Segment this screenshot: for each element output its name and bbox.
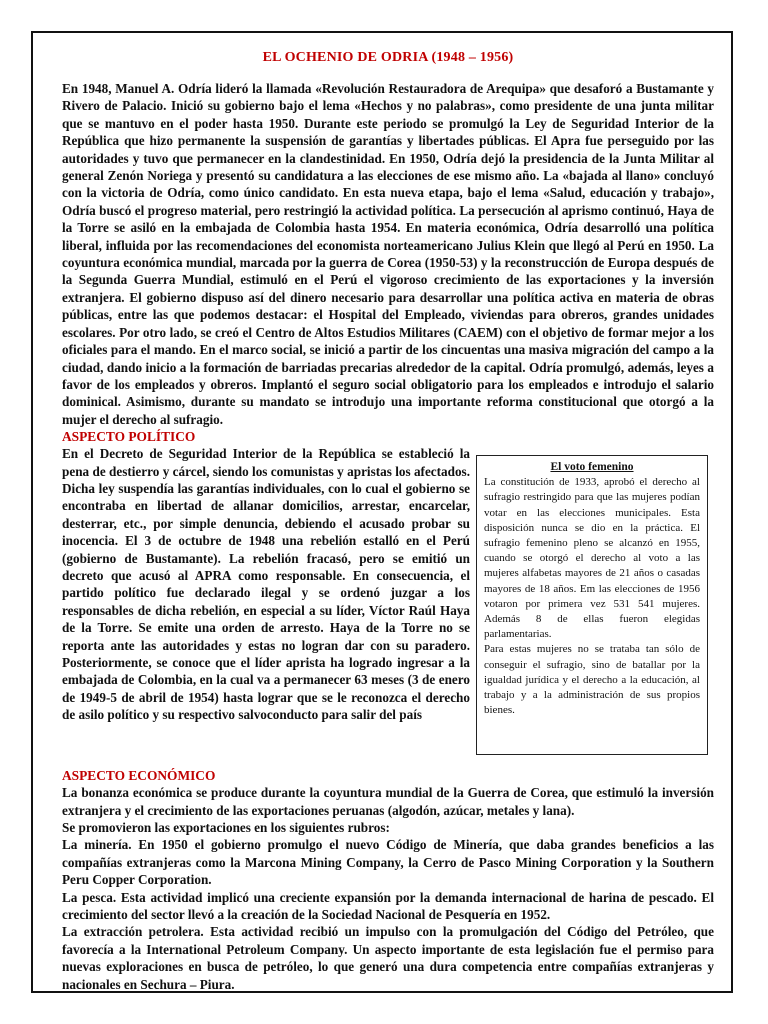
economic-section xyxy=(62,784,714,993)
political-column xyxy=(62,445,470,724)
economic-paragraph: La bonanza económica se produce durante la coyuntura mundial de la Guerra de Corea, que estimuló la inversión extranjera y el crecimiento de las exportaciones peruanas (algodón, azúcar, metales y lana). xyxy=(62,785,714,818)
economic-paragraph: La minería. En 1950 el gobierno promulgo el nuevo Código de Minería, que daba grandes beneficios a las compañías extranjeras como la Marcona Mining Company, la Cerro de Pasco Mining Corporation y la Southern Peru Copper Corporation. xyxy=(62,837,714,888)
intro-paragraph: En 1948, Manuel A. Odría lideró la llamada «Revolución Restauradora de Arequipa» que desaforó a Bustamante y Rivero de Palacio. Inició su gobierno bajo el lema «Hechos y no palabras», como presidente de una junta militar que se mantuvo en el poder hasta 1950. Durante este periodo se promulgó la Ley de Seguridad Interior de la República que hizo permanente la suspensión de garantías y libertades públicas. El Apra fue perseguido por las autoridades y tuvo que permanecer en la clandestinidad. En 1950, Odría dejó la presidencia de la Junta Militar al general Zenón Noriega y presentó su candidatura a las elecciones de ese mismo año. La «bajada al llano» concluyó con la victoria de Odría, como único candidato. En esta nueva etapa, bajo el lema «Salud, educación y trabajo», Odría buscó el progreso material, pero restringió la actividad política. La persecución al aprismo continuó, Haya de la Torre se asiló en la embajada de Colombia hasta 1954. En materia económica, Odría desarrolló una política liberal, influida por las recomendaciones del economista norteamericano Julius Klein que llegó al Perú en 1950. La coyuntura económica mundial, marcada por la guerra de Corea (1950-53) y la reconstrucción de Europa después de la Segunda Guerra Mundial, estimuló en el Perú el vigoroso crecimiento de las exportaciones y la inversión extranjera. El gobierno dispuso así del dinero necesario para desarrollar una política activa en materia de obras públicas, entre las que podemos destacar: el Hospital del Empleado, viviendas para obreros, grandes unidades escolares. Por otro lado, se creó el Centro de Altos Estudios Militares (CAEM) con el objetivo de formar mejor a los oficiales para el mando. En el marco social, se inició a partir de los cincuentas una masiva migración del campo a la ciudad, dando inicio a la formación de barriadas precarias alrededor de la capital. Odría promulgó, además, leyes a favor de los empleados y obreros. Implantó el seguro social obligatorio para los empleados e introdujo el salario dominical. Asimismo, durante su mandato se introdujo una importante reforma constitucional que otorgó a la mujer el derecho al sufragio. xyxy=(62,81,714,427)
economic-paragraph: La extracción petrolera. Esta actividad recibió un impulso con la promulgación del Código del Petróleo, que favorecía a la International Petroleum Company. Un aspecto importante de esta legislación fue el permiso para nuevas exploraciones en busca de petróleo, lo que generó una dura competencia entre compañías extranjeras y nacionales en Sechura – Piura. xyxy=(62,924,714,992)
sidebar-box xyxy=(476,455,708,755)
political-heading: ASPECTO POLÍTICO xyxy=(62,429,196,445)
sidebar-title: El voto femenino xyxy=(550,461,634,474)
document-title: EL OCHENIO DE ODRIA (1948 – 1956) xyxy=(262,50,514,65)
political-section xyxy=(62,445,714,767)
sidebar-paragraph: La constitución de 1933, aprobó el derecho al sufragio restringido para que las mujeres podían votar en las elecciones municipales. Esta disposición nunca se dio en la práctica. El sufragio femenino pleno se alcanzó en 1955, cuando se otorgó el derecho al voto a las mujeres alfabetas mayores de 21 años o casadas mayores de 18 años. Em las elecciones de 1956 votaron por primera vez 531 541 mujeres. Además 8 de ellas fueron elegidas parlamentarias. xyxy=(484,476,700,641)
sidebar-paragraph: Para estas mujeres no se trataba tan sólo de conseguir el sufragio, sino de batallar por la igualdad jurídica y el derecho a la educación, al trabajo y a la administración de sus propios bienes. xyxy=(484,643,700,717)
economic-paragraph: Se promovieron las exportaciones en los siguientes rubros: xyxy=(62,819,390,835)
political-paragraph: En el Decreto de Seguridad Interior de la República se estableció la pena de destierro y cárcel, siendo los comunistas y apristas los afectados. Dicha ley suspendía las garantías individuales, con lo cual el gobierno se encontraba en libertad de allanar domicilios, arrestar, encarcelar, desterrar, etc., por simple denuncia, debiendo el acusado probar su inocencia. El 3 de octubre de 1948 una rebelión estalló en el Perú (gobierno de Bustamante). La rebelión fracasó, pero se emitió un decreto que acusó al APRA como responsable. En consecuencia, el partido político fue declarado ilegal y se ordenó juzgar a los responsables de dicha rebelión, en especial a su líder, Víctor Raúl Haya de la Torre. Se emite una orden de arresto. Haya de la Torre no se reporta ante las autoridades y estas no logran dar con su paradero. Posteriormente, se conoce que el líder aprista ha logrado ingresar a la embajada de Colombia, en la cual va a permanecer 63 meses (3 de enero de 1949-5 de abril de 1954) hasta lograr que se le reconozca el derecho de asilo político y su respectivo salvoconducto para salir del país xyxy=(62,446,470,723)
document-body xyxy=(62,50,714,993)
economic-heading: ASPECTO ECONÓMICO xyxy=(62,768,216,784)
economic-paragraph: La pesca. Esta actividad implicó una creciente expansión por la demanda internacional de harina de pescado. El crecimiento del sector llevó a la creación de la Sociedad Nacional de Pesquería en 1952. xyxy=(62,889,714,922)
